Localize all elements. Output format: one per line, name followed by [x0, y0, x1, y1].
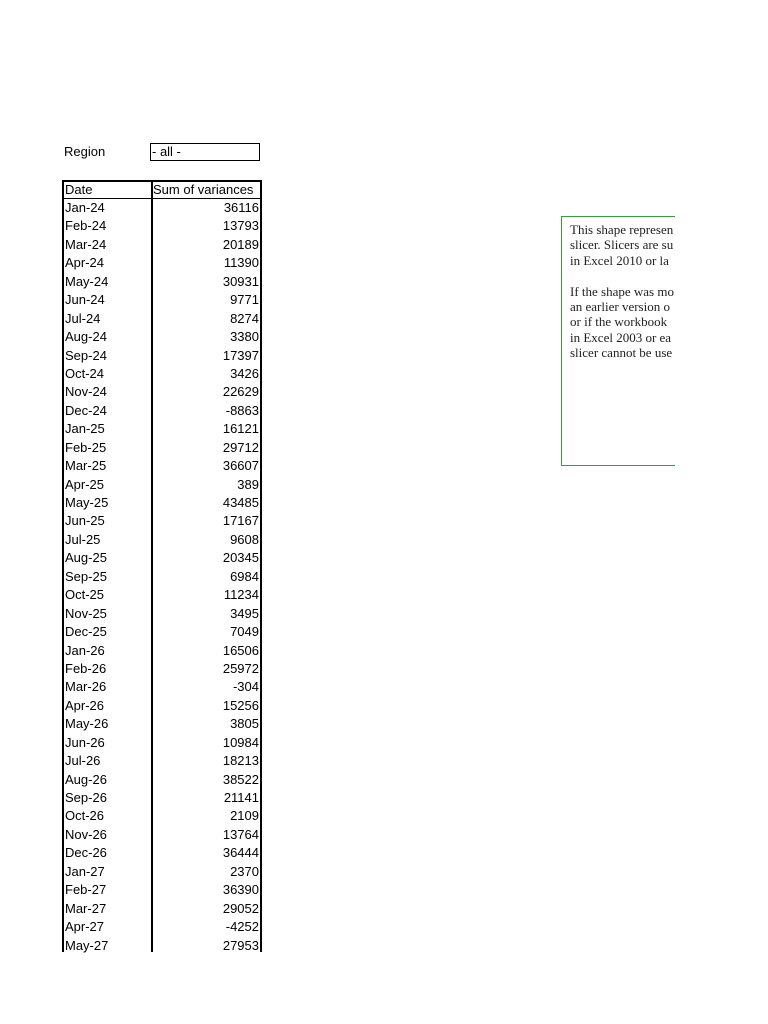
variance-cell[interactable]: 18213 — [222, 753, 259, 769]
region-filter-dropdown[interactable]: - all - — [150, 143, 260, 161]
variance-cell[interactable]: 36116 — [223, 200, 259, 215]
date-cell[interactable]: Jan-25 — [65, 421, 105, 437]
date-cell[interactable]: Nov-26 — [65, 826, 107, 842]
date-cell[interactable]: Jan-27 — [65, 863, 105, 879]
date-cell[interactable]: Sep-26 — [65, 790, 107, 805]
variance-cell[interactable]: 20189 — [222, 236, 259, 252]
pivot-row[interactable] — [64, 752, 260, 770]
pivot-row[interactable] — [64, 476, 260, 494]
variance-cell[interactable]: 36607 — [222, 458, 259, 474]
date-cell[interactable]: Feb-27 — [65, 882, 107, 898]
variance-cell[interactable]: 11234 — [223, 587, 259, 603]
variance-cell[interactable]: -8863 — [225, 402, 259, 418]
pivot-row[interactable] — [64, 420, 260, 438]
date-cell[interactable]: Oct-24 — [65, 365, 105, 381]
date-cell[interactable]: Jul-26 — [65, 753, 101, 769]
variance-cell[interactable]: 9608 — [230, 531, 259, 547]
pivot-row[interactable] — [64, 586, 260, 604]
pivot-row[interactable] — [64, 678, 260, 696]
pivot-row[interactable] — [64, 310, 260, 328]
date-cell[interactable]: Mar-26 — [65, 679, 107, 695]
variance-cell[interactable]: 36444 — [222, 845, 259, 861]
date-cell[interactable]: Sep-24 — [65, 347, 107, 363]
date-cell[interactable]: Oct-25 — [65, 587, 105, 603]
variance-cell[interactable]: 3495 — [230, 605, 259, 621]
date-cell[interactable]: May-26 — [65, 716, 109, 732]
variance-cell[interactable]: 36390 — [222, 882, 259, 898]
date-cell[interactable]: Aug-24 — [65, 329, 107, 345]
variance-cell[interactable]: 13764 — [222, 826, 259, 842]
date-cell[interactable]: Jun-26 — [65, 734, 105, 750]
date-cell[interactable]: Feb-26 — [65, 660, 107, 676]
pivot-row[interactable] — [64, 807, 260, 825]
date-cell[interactable]: Aug-26 — [65, 771, 107, 787]
date-cell[interactable]: Nov-25 — [65, 605, 107, 621]
variance-cell[interactable]: 7049 — [230, 624, 259, 640]
variance-cell[interactable]: 29712 — [222, 439, 259, 455]
pivot-row[interactable] — [64, 660, 260, 678]
pivot-row[interactable] — [64, 531, 260, 549]
variance-cell[interactable]: 16506 — [222, 642, 259, 658]
date-cell[interactable]: Jan-26 — [65, 642, 105, 658]
variance-cell[interactable]: 13793 — [222, 218, 259, 234]
date-cell[interactable]: Dec-26 — [65, 845, 107, 861]
date-cell[interactable]: Mar-24 — [65, 236, 107, 252]
pivot-row[interactable] — [64, 494, 260, 512]
pivot-row[interactable] — [64, 217, 260, 235]
slicer-placeholder-text: This shape represen slicer. Slicers are su in Excel 2010 or la If the shape was mo an earlier version o or if the workbook in Excel 2003 or ea slicer cannot be use — [570, 222, 674, 361]
date-cell[interactable]: Mar-25 — [65, 458, 107, 474]
slicer-placeholder-shape[interactable] — [561, 216, 675, 466]
date-cell[interactable]: Apr-25 — [65, 476, 105, 492]
date-cell[interactable]: Jul-25 — [65, 531, 101, 547]
variance-cell[interactable]: 2370 — [230, 863, 259, 879]
variance-cell[interactable]: 15256 — [222, 697, 259, 713]
date-cell[interactable]: Dec-25 — [65, 624, 107, 640]
date-cell[interactable]: Nov-24 — [65, 384, 107, 400]
pivot-row[interactable] — [64, 402, 260, 420]
variance-cell[interactable]: 10984 — [222, 734, 259, 750]
variance-cell[interactable]: 43485 — [222, 495, 259, 510]
pivot-row[interactable] — [64, 365, 260, 383]
date-cell[interactable]: Jun-24 — [65, 292, 105, 308]
pivot-row[interactable] — [64, 826, 260, 844]
pivot-row[interactable] — [64, 512, 260, 530]
variance-cell[interactable]: 3426 — [230, 365, 259, 381]
pivot-row[interactable] — [64, 918, 260, 936]
date-cell[interactable]: Jun-25 — [65, 513, 105, 529]
pivot-row[interactable] — [64, 291, 260, 309]
date-cell[interactable]: Jan-24 — [65, 200, 105, 215]
variance-cell[interactable]: 21141 — [223, 790, 259, 805]
variance-cell[interactable]: 3380 — [230, 329, 259, 345]
variance-cell[interactable]: 20345 — [222, 550, 259, 566]
pivot-row[interactable] — [64, 900, 260, 918]
variance-cell[interactable]: 29052 — [222, 900, 259, 916]
pivot-row[interactable] — [64, 549, 260, 567]
region-label: Region — [64, 144, 106, 159]
pivot-row[interactable] — [64, 605, 260, 623]
variance-cell[interactable]: 9771 — [230, 292, 259, 308]
pivot-row[interactable] — [64, 642, 260, 660]
sum-of-variances-header[interactable]: Sum of variances — [153, 182, 254, 197]
date-cell[interactable]: May-27 — [65, 937, 109, 953]
variance-cell[interactable]: -4252 — [225, 919, 259, 935]
pivot-row[interactable] — [64, 863, 260, 881]
variance-cell[interactable]: 11390 — [223, 255, 259, 271]
variance-cell[interactable]: 25972 — [222, 660, 259, 676]
pivot-row[interactable] — [64, 937, 260, 955]
pivot-row[interactable] — [64, 347, 260, 365]
pivot-row[interactable] — [64, 697, 260, 715]
variance-cell[interactable]: 2109 — [230, 808, 259, 824]
date-cell[interactable]: Mar-27 — [65, 900, 107, 916]
variance-cell[interactable]: 30931 — [222, 273, 259, 289]
date-cell[interactable]: Oct-26 — [65, 808, 105, 824]
pivot-row[interactable] — [64, 199, 260, 217]
pivot-row[interactable] — [64, 273, 260, 291]
date-cell[interactable]: Aug-25 — [65, 550, 107, 566]
pivot-body — [64, 199, 260, 955]
date-cell[interactable]: May-24 — [65, 273, 109, 289]
date-cell[interactable]: Apr-26 — [65, 697, 105, 713]
pivot-row[interactable] — [64, 328, 260, 346]
pivot-row[interactable] — [64, 254, 260, 272]
pivot-row[interactable] — [64, 623, 260, 641]
pivot-row[interactable] — [64, 789, 260, 807]
pivot-row[interactable] — [64, 771, 260, 789]
pivot-row[interactable] — [64, 457, 260, 475]
pivot-header-row — [64, 182, 260, 199]
date-column-header[interactable]: Date — [65, 182, 93, 197]
date-cell[interactable]: May-25 — [65, 495, 109, 510]
variance-cell[interactable]: 17397 — [222, 347, 259, 363]
pivot-table — [62, 180, 262, 952]
pivot-row[interactable] — [64, 881, 260, 899]
variance-cell[interactable]: 389 — [237, 476, 259, 492]
date-cell[interactable]: Sep-25 — [65, 568, 107, 584]
variance-cell[interactable]: 38522 — [222, 771, 259, 787]
pivot-row[interactable] — [64, 568, 260, 586]
date-cell[interactable]: Apr-24 — [65, 255, 105, 271]
variance-cell[interactable]: 6984 — [230, 568, 259, 584]
pivot-row[interactable] — [64, 383, 260, 401]
variance-cell[interactable]: 8274 — [230, 310, 259, 326]
pivot-row[interactable] — [64, 236, 260, 254]
variance-cell[interactable]: 16121 — [222, 421, 259, 437]
pivot-row[interactable] — [64, 844, 260, 862]
variance-cell[interactable]: -304 — [232, 679, 259, 695]
date-cell[interactable]: Jul-24 — [65, 310, 101, 326]
variance-cell[interactable]: 22629 — [222, 384, 259, 400]
pivot-row[interactable] — [64, 715, 260, 733]
variance-cell[interactable]: 27953 — [222, 937, 259, 953]
pivot-row[interactable] — [64, 734, 260, 752]
date-cell[interactable]: Feb-24 — [65, 218, 107, 234]
date-cell[interactable]: Dec-24 — [65, 402, 107, 418]
variance-cell[interactable]: 17167 — [222, 513, 259, 529]
pivot-row[interactable] — [64, 439, 260, 457]
date-cell[interactable]: Apr-27 — [65, 919, 105, 935]
date-cell[interactable]: Feb-25 — [65, 439, 107, 455]
variance-cell[interactable]: 3805 — [230, 716, 259, 732]
